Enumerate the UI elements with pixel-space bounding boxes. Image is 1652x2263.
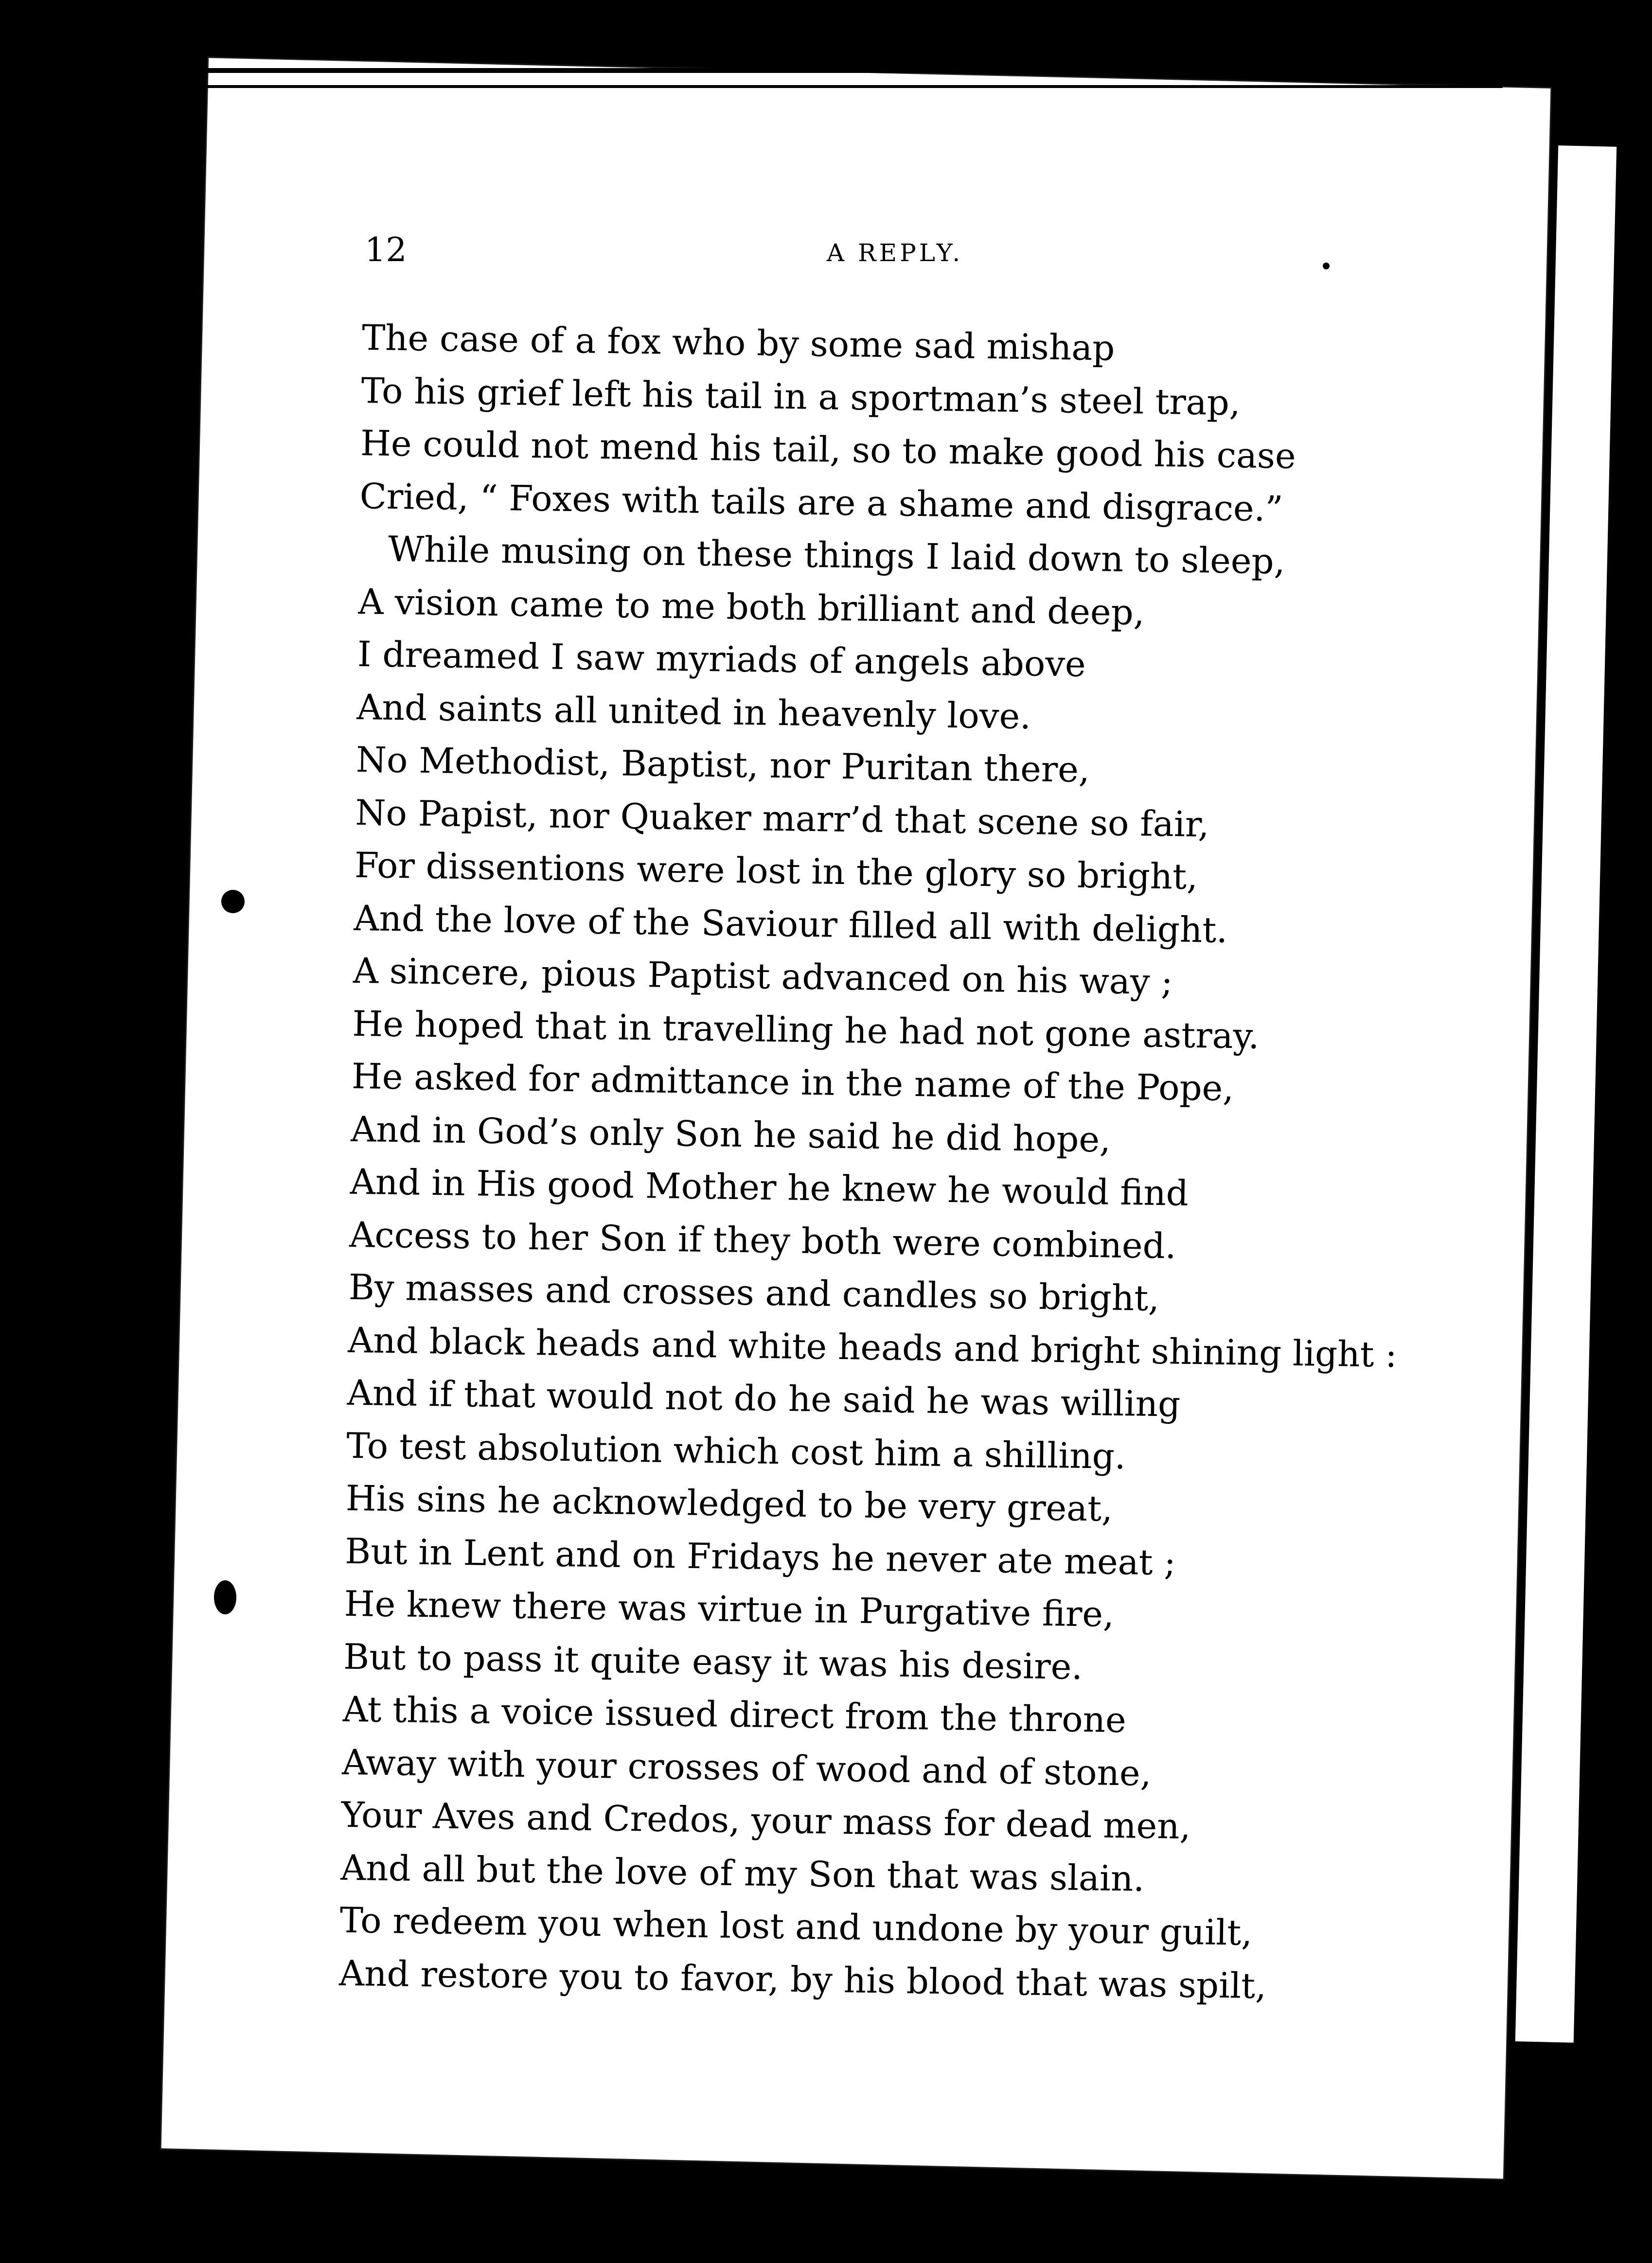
verse-line: Cried, “ Foxes with tails are a shame and disgrace.”: [359, 475, 1283, 529]
verse-line: And in God’s only Son he said he did hope,: [350, 1108, 1111, 1160]
verse-line: A sincere, pious Paptist advanced on his way ;: [353, 950, 1173, 1003]
verse-line: By masses and crosses and candles so bright,: [348, 1266, 1160, 1319]
ink-blot: [1323, 263, 1330, 269]
verse-line: The case of a fox who by some sad mishap: [361, 317, 1115, 369]
verse-line: But in Lent and on Fridays he never ate meat ;: [344, 1530, 1176, 1583]
verse-line: And if that would not do he said he was willing: [347, 1372, 1181, 1425]
verse-line: I dreamed I saw myriads of angels above: [357, 633, 1086, 685]
verse-line: And restore you to favor, by his blood that was spilt,: [338, 1952, 1267, 2006]
verse-line: To redeem you when lost and undone by your guilt,: [339, 1899, 1253, 1953]
verse-line: A vision came to me both brilliant and deep,: [358, 581, 1145, 633]
verse-line: He knew there was virtue in Purgative fire,: [344, 1583, 1115, 1635]
verse-line: And all but the love of my Son that was slain.: [340, 1847, 1145, 1899]
verse-line: Your Aves and Credos, your mass for dead men,: [341, 1794, 1191, 1847]
running-title: A REPLY.: [827, 239, 963, 267]
running-head: [365, 229, 1410, 272]
ink-blot: [214, 1580, 236, 1614]
verse-line: Away with your crosses of wood and of stone,: [341, 1741, 1152, 1794]
verse-line: And saints all united in heavenly love.: [356, 686, 1031, 737]
verse-line: But to pass it quite easy it was his desire.: [343, 1636, 1083, 1687]
ink-blot: [221, 890, 245, 913]
verse-line: While musing on these things I laid down to sleep,: [388, 528, 1286, 582]
ink-blot: [135, 1896, 154, 1935]
verse-line: No Papist, nor Quaker marr’d that scene so fair,: [355, 792, 1209, 845]
verse-line: At this a voice issued direct from the throne: [342, 1688, 1127, 1741]
verse-line: And in His good Mother he knew he would find: [350, 1161, 1189, 1214]
verse-line: And black heads and white heads and bright shining light :: [347, 1319, 1398, 1375]
verse-line: For dissentions were lost in the glory so bright,: [354, 844, 1198, 898]
page-number: 12: [365, 231, 407, 269]
verse-line: He asked for admittance in the name of the Pope,: [351, 1055, 1234, 1109]
verse-line: And the love of the Saviour filled all with delight.: [353, 897, 1228, 951]
verse-line: He hoped that in travelling he had not gone astray.: [352, 1003, 1260, 1057]
verse-line: He could not mend his tail, so to make good his case: [360, 422, 1297, 477]
verse-line: No Methodist, Baptist, nor Puritan there,: [355, 739, 1090, 790]
verse-line: To his grief left his tail in a sportman’s steel trap,: [361, 370, 1241, 423]
verse-line: Access to her Son if they both were combined.: [349, 1214, 1177, 1267]
verse-line: His sins he acknowledged to be very great,: [345, 1477, 1113, 1529]
poem-body: [339, 311, 1471, 2015]
page-top-edge: [190, 68, 1503, 73]
verse-line: To test absolution which cost him a shilling.: [346, 1425, 1126, 1477]
page-top-edge-inner: [190, 85, 1503, 88]
